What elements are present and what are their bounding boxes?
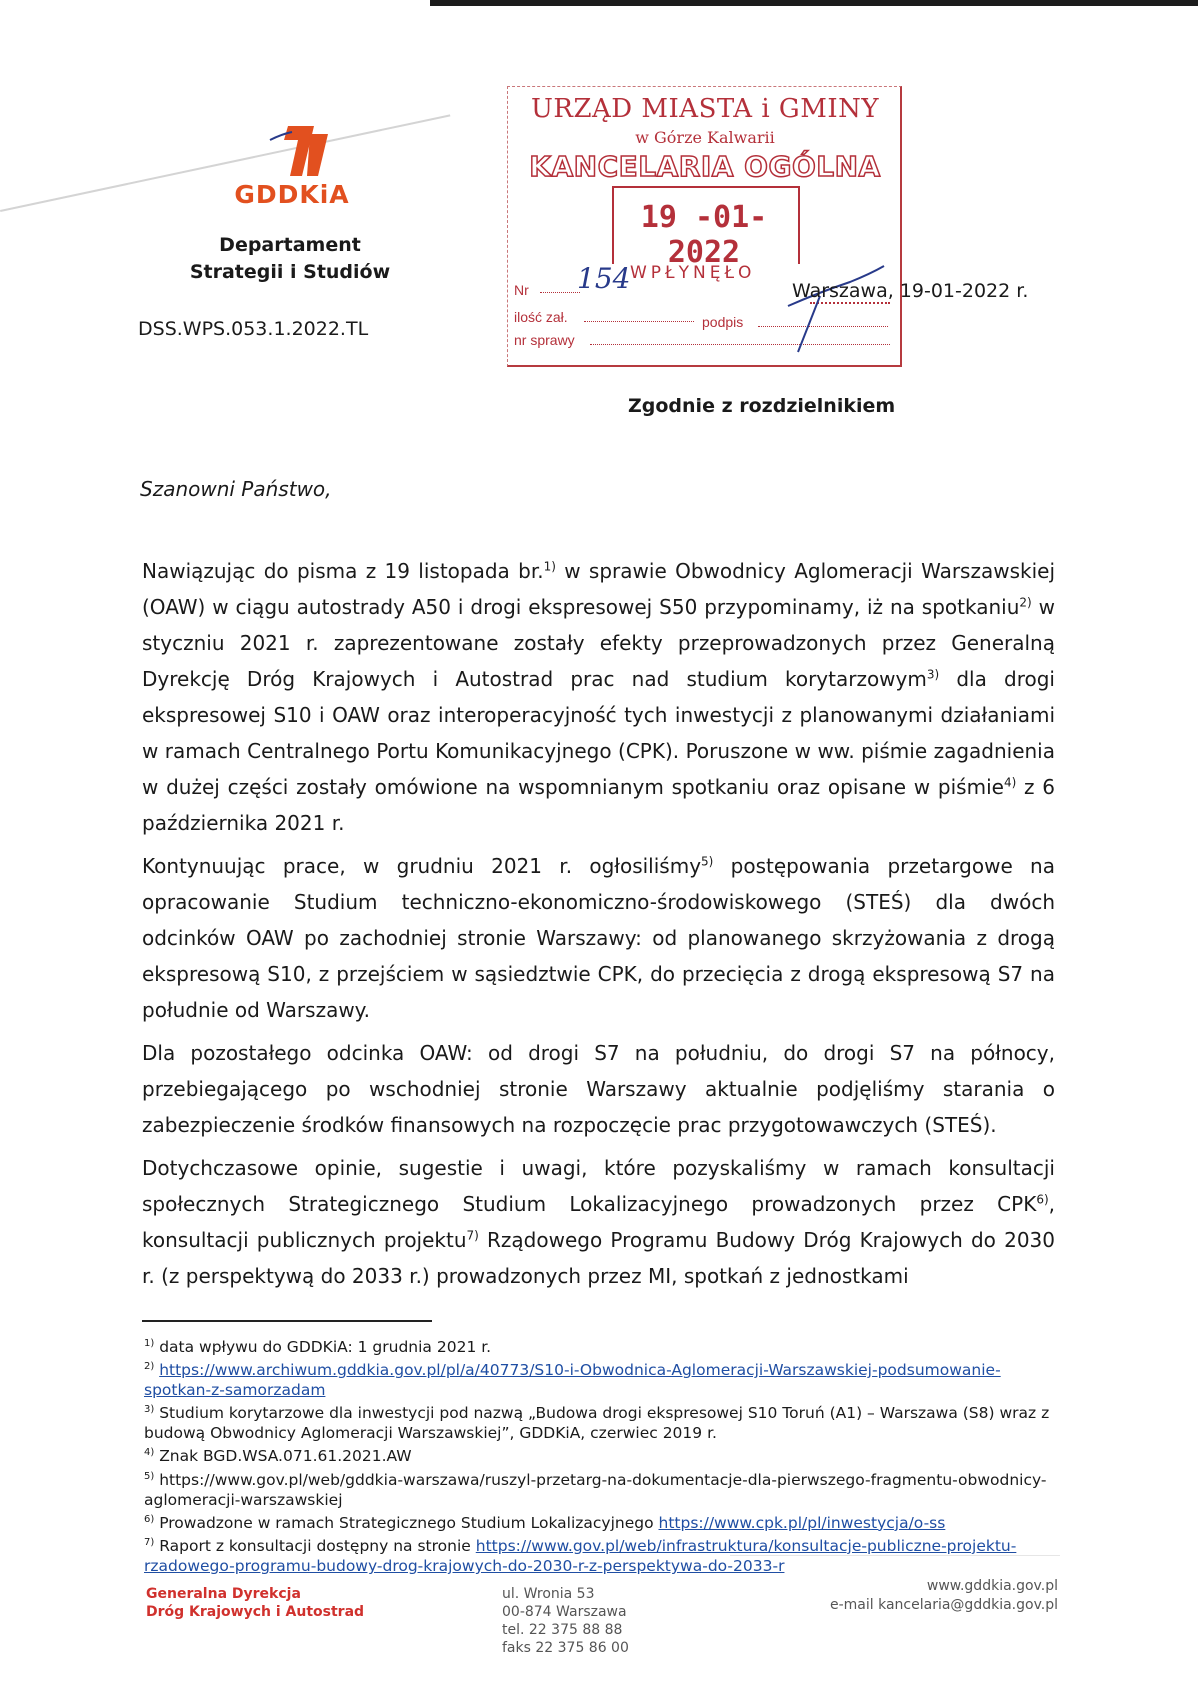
- footnotes: [144, 1334, 1064, 1576]
- gddkia-logo-icon: [262, 120, 352, 180]
- salutation: Szanowni Państwo,: [140, 477, 332, 501]
- footnote-5: $^{5)}$ https://www.gov.pl/web/gddkia-warszawa/ruszyl-przetarg-na-dokumentacje-dla-pierwszego-fragmentu-obwodnicy-aglomeracji-warszawskiej: [144, 1470, 1047, 1509]
- footer-org-line2: Dróg Krajowych i Autostrad: [146, 1604, 365, 1620]
- stamp-nr-label: Nr: [514, 282, 529, 298]
- paragraph-2: Kontynuując prace, w grudniu 2021 r. ogłosiliśmy$^{5)}$ postępowania przetargowe na opracowanie Studium techniczno-ekonomiczno-środowiskowego (STEŚ) dla dwóch odcinków OAW po zachodniej stronie Warszawy: od planowanego skrzyżowania z drogą ekspresową S10, z przejściem w sąsiedztwie CPK, do przecięcia z drogą ekspresową S7 na południe od Warszawy.: [142, 854, 1055, 1022]
- footnote-ref: 1): [543, 559, 556, 574]
- stamp-signature-label: podpis: [702, 314, 744, 330]
- department-line2: Strategii i Studiów: [189, 261, 391, 283]
- place-and-date: Warszawa, 19-01-2022 r.: [792, 280, 1029, 302]
- footnote-ref: 6): [1036, 1192, 1049, 1207]
- footer-fax: faks 22 375 86 00: [502, 1640, 629, 1656]
- handwritten-signature-icon: [780, 262, 890, 356]
- stamp-attachments-dots: [584, 321, 694, 322]
- footer-org-line1: Generalna Dyrekcja: [146, 1586, 301, 1602]
- scan-top-edge: [430, 0, 1198, 6]
- footer-organization: [146, 1585, 364, 1621]
- footer-email[interactable]: e-mail kancelaria@gddkia.gov.pl: [830, 1597, 1058, 1613]
- footnote-link[interactable]: https://www.cpk.pl/pl/inwestycja/o-ss: [658, 1513, 946, 1532]
- footer-divider: [730, 1555, 1060, 1556]
- stamp-city: w Górze Kalwarii: [635, 128, 775, 147]
- footnote-4: $^{4)}$ Znak BGD.WSA.071.61.2021.AW: [144, 1447, 412, 1466]
- footnote-divider: [142, 1320, 432, 1322]
- stamp-department: KANCELARIA OGÓLNA: [529, 150, 881, 183]
- department-line1: Departament: [219, 234, 361, 256]
- stamp-nr-handwritten: 154: [577, 262, 631, 295]
- footnote-1: $^{1)}$ data wpływu do GDDKiA: 1 grudnia 2021 r.: [144, 1338, 492, 1357]
- department-name: [150, 232, 430, 286]
- stamp-case-label: nr sprawy: [514, 332, 575, 348]
- footer-phone: tel. 22 375 88 88: [502, 1622, 623, 1638]
- letter-body: [142, 553, 1055, 1301]
- stamp-date: 19 -01- 2022: [640, 200, 768, 270]
- footer-website[interactable]: www.gddkia.gov.pl: [926, 1578, 1058, 1594]
- document-reference: DSS.WPS.053.1.2022.TL: [138, 318, 369, 340]
- footnote-ref: 7): [466, 1228, 479, 1243]
- footnote-7: $^{7)}$ Raport z konsultacji dostępny na stronie https://www.gov.pl/web/infrastruktura/konsultacje-publiczne-projektu-rzadowego-programu-budowy-drog-krajowych-do-2030-r-z-perspektywa-do-2033-r: [144, 1536, 1017, 1576]
- footnote-ref: 4): [1003, 775, 1017, 790]
- footer-city: 00-874 Warszawa: [502, 1604, 627, 1620]
- footnote-link[interactable]: https://www.gov.pl/web/infrastruktura/konsultacje-publiczne-projektu-rzadowego-programu-budowy-drog-krajowych-do-2030-r-z-perspektywa-do-2033-r: [144, 1537, 1017, 1576]
- footnote-2: $^{2)}$ https://www.archiwum.gddkia.gov.pl/pl/a/40773/S10-i-Obwodnica-Aglomeracji-Warszawskiej-podsumowanie-spotkan-z-samorzadam: [144, 1361, 1001, 1400]
- footnote-ref: 2): [1019, 595, 1032, 610]
- footer-contact: [830, 1577, 1058, 1615]
- stamp-office: URZĄD MIASTA i GMINY: [530, 94, 880, 124]
- footer-address: [502, 1585, 629, 1657]
- footnote-ref: 5): [701, 854, 714, 869]
- footnote-3: $^{3)}$ Studium korytarzowe dla inwestycji pod nazwą „Budowa drogi ekspresowej S10 Toruń (A1) – Warszawa (S8) wraz z budową Obwodnicy Aglomeracji Warszawskiej”, GDDKiA, czerwiec 2019 r.: [144, 1404, 1050, 1443]
- stamp-nr-dots: [540, 292, 580, 293]
- paragraph-3: Dla pozostałego odcinka OAW: od drogi S7 na południu, do drogi S7 na północy, przebiegającego po wschodniej stronie Warszawy aktualnie podjęliśmy starania o zabezpieczenie środków finansowych na rozpoczęcie prac przygotowawczych (STEŚ).: [142, 1041, 1055, 1137]
- recipient: Zgodnie z rozdzielnikiem: [628, 395, 896, 417]
- footnote-link[interactable]: https://www.archiwum.gddkia.gov.pl/pl/a/40773/S10-i-Obwodnica-Aglomeracji-Warszawskiej-podsumowanie-spotkan-z-samorzadam: [144, 1361, 1001, 1400]
- stamp-received: WPŁYNĘŁO: [630, 263, 756, 283]
- paragraph-1: Nawiązując do pisma z 19 listopada br.$^{1)}$ w sprawie Obwodnicy Aglomeracji Warszawskiej (OAW) w ciągu autostrady A50 i drogi ekspresowej S50 przypominamy, iż na spotkaniu$^{2)}$ w styczniu 2021 r. zaprezentowane zostały efekty przeprowadzonych przez Generalną Dyrekcję Dróg Krajowych i Autostrad prac nad studium korytarzowym$^{3)}$ dla drogi ekspresowej S10 i OAW oraz interoperacyjność tych inwestycji z planowanymi działaniami w ramach Centralnego Portu Komunikacyjnego (CPK). Poruszone w ww. piśmie zagadnienia w dużej części zostały omówione na wspomnianym spotkaniu oraz opisane w piśmie$^{4)}$ z 6 października 2021 r.: [142, 559, 1055, 835]
- footnote-6: $^{6)}$ Prowadzone w ramach Strategicznego Studium Lokalizacyjnego https://www.cpk.pl/pl/inwestycja/o-ss: [144, 1513, 946, 1532]
- stamp-attachments-label: ilość zał.: [514, 309, 568, 325]
- logo-text: GDDKiA: [234, 180, 350, 209]
- footnote-ref: 3): [926, 667, 940, 682]
- footer-street: ul. Wronia 53: [502, 1586, 595, 1602]
- paragraph-4: Dotychczasowe opinie, sugestie i uwagi, które pozyskaliśmy w ramach konsultacji społecznych Strategicznego Studium Lokalizacyjnego prowadzonych przez CPK$^{6)}$, konsultacji publicznych projektu$^{7)}$ Rządowego Programu Budowy Dróg Krajowych do 2030 r. (z perspektywą do 2033 r.) prowadzonych przez MI, spotkań z jednostkami: [142, 1156, 1055, 1288]
